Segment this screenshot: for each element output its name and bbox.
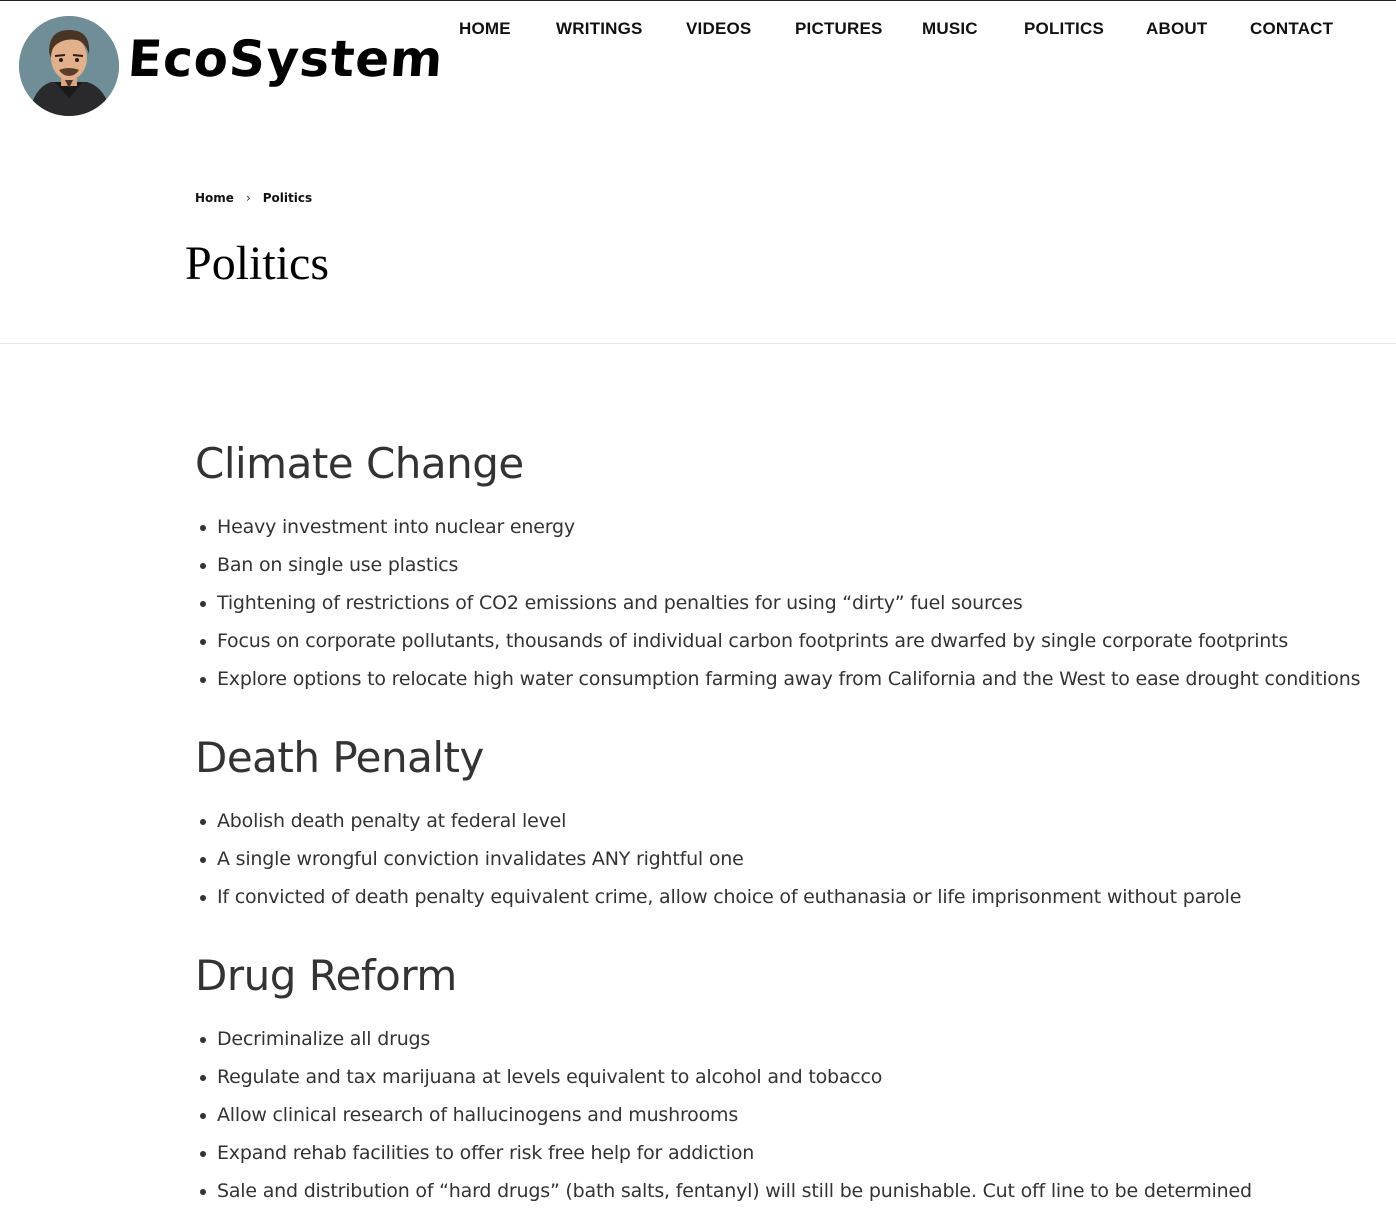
section-heading: Climate Change bbox=[195, 439, 524, 488]
section-climate-change bbox=[195, 434, 1390, 698]
section-drug-reform bbox=[195, 946, 1390, 1210]
breadcrumb-home-link[interactable]: Home bbox=[195, 191, 234, 205]
list-item: A single wrongful conviction invalidates ANY rightful one bbox=[195, 840, 1390, 878]
list-item: Expand rehab facilities to offer risk free help for addiction bbox=[195, 1134, 1390, 1172]
section-heading: Death Penalty bbox=[195, 733, 484, 782]
nav-videos[interactable]: VIDEOS bbox=[686, 19, 752, 38]
nav-home[interactable]: HOME bbox=[459, 19, 511, 38]
policy-list bbox=[195, 1020, 1390, 1210]
section-heading: Drug Reform bbox=[195, 951, 457, 1000]
breadcrumb bbox=[195, 189, 312, 207]
list-item: Heavy investment into nuclear energy bbox=[195, 508, 1390, 546]
list-item: Allow clinical research of hallucinogens and mushrooms bbox=[195, 1096, 1390, 1134]
list-item: Focus on corporate pollutants, thousands of individual carbon footprints are dwarfed by single corporate footprints bbox=[195, 622, 1390, 660]
nav-pictures[interactable]: PICTURES bbox=[795, 19, 883, 38]
site-logo-text[interactable]: EcoSystem bbox=[125, 30, 446, 88]
policy-list bbox=[195, 802, 1390, 916]
nav-music[interactable]: MUSIC bbox=[922, 19, 978, 38]
page-title: Politics bbox=[185, 237, 330, 290]
list-item: Decriminalize all drugs bbox=[195, 1020, 1390, 1058]
list-item: Tightening of restrictions of CO2 emissions and penalties for using “dirty” fuel sources bbox=[195, 584, 1390, 622]
breadcrumb-current: Politics bbox=[262, 191, 313, 205]
main-content bbox=[195, 430, 1390, 1210]
list-item: Sale and distribution of “hard drugs” (bath salts, fentanyl) will still be punishable. Cut off line to be determined bbox=[195, 1172, 1390, 1210]
nav-politics[interactable]: POLITICS bbox=[1024, 19, 1104, 38]
main-nav bbox=[0, 17, 1396, 41]
list-item: Ban on single use plastics bbox=[195, 546, 1390, 584]
chevron-right-icon: › bbox=[245, 191, 251, 205]
section-death-penalty bbox=[195, 728, 1390, 916]
nav-contact[interactable]: CONTACT bbox=[1250, 19, 1334, 38]
nav-writings[interactable]: WRITINGS bbox=[556, 19, 643, 38]
list-item: If convicted of death penalty equivalent crime, allow choice of euthanasia or life imprisonment without parole bbox=[195, 878, 1390, 916]
nav-about[interactable]: ABOUT bbox=[1146, 19, 1208, 38]
site-header bbox=[0, 0, 1396, 130]
list-item: Regulate and tax marijuana at levels equivalent to alcohol and tobacco bbox=[195, 1058, 1390, 1096]
list-item: Abolish death penalty at federal level bbox=[195, 802, 1390, 840]
header-divider bbox=[0, 343, 1396, 344]
policy-list bbox=[195, 508, 1390, 698]
list-item: Explore options to relocate high water consumption farming away from California and the West to ease drought conditions bbox=[195, 660, 1390, 698]
